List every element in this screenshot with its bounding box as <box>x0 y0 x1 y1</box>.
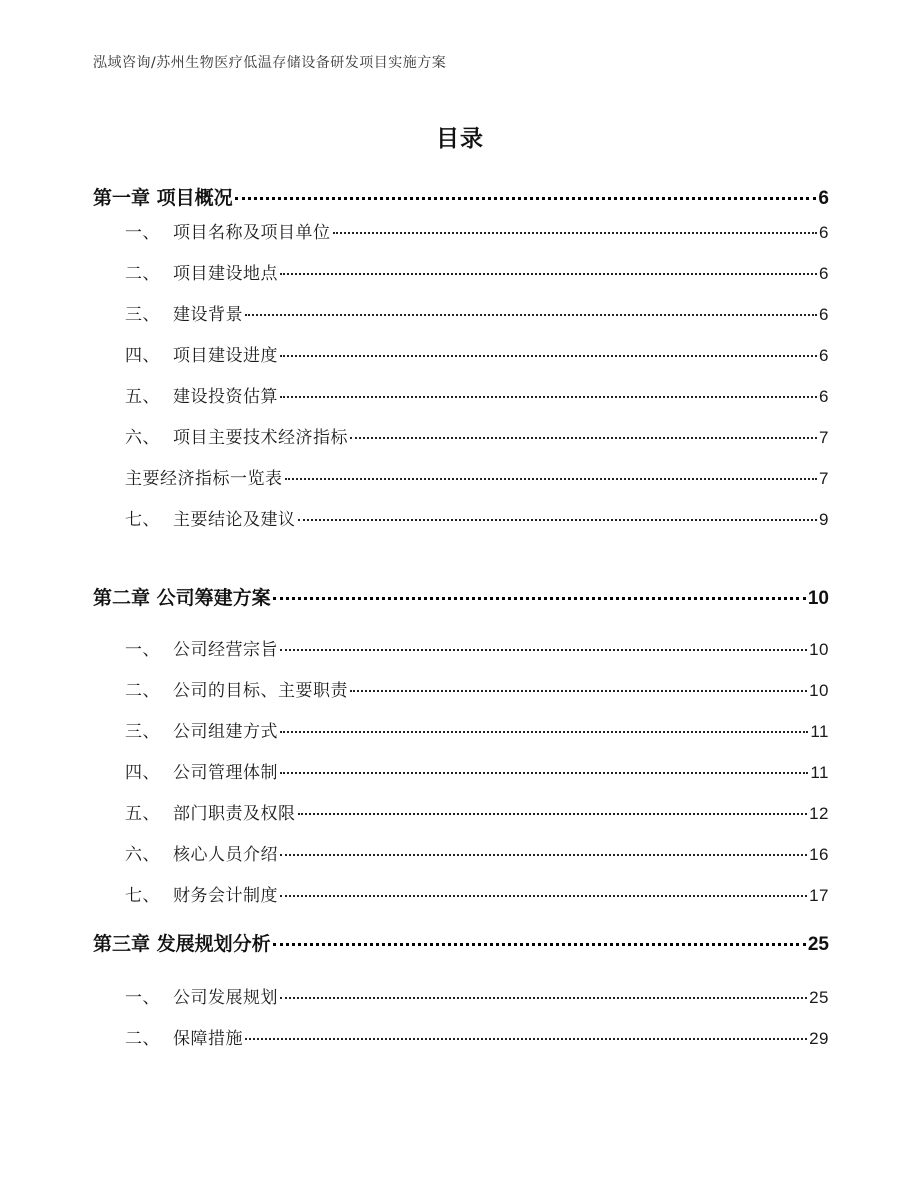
dot-leader <box>285 478 818 480</box>
toc-section-1-4[interactable] <box>125 341 829 367</box>
toc-section-number: 四、 <box>125 763 160 783</box>
toc-page-number: 6 <box>818 188 829 209</box>
toc-section-1-3[interactable] <box>125 300 829 326</box>
toc-section-2-6[interactable] <box>125 840 829 866</box>
toc-entry-title: 核心人员介绍 <box>173 845 278 865</box>
toc-page-number: 10 <box>809 640 829 659</box>
toc-section-1-1[interactable] <box>125 218 829 244</box>
dot-leader <box>333 232 818 234</box>
toc-section-number: 二、 <box>125 1029 160 1049</box>
toc-section-number: 六、 <box>125 428 160 448</box>
toc-section-number: 五、 <box>125 804 160 824</box>
toc-entry-title: 公司的目标、主要职责 <box>173 681 348 701</box>
toc-page-number: 6 <box>819 264 829 283</box>
toc-page-number: 6 <box>819 346 829 365</box>
toc-entry-title: 建设背景 <box>173 305 243 325</box>
dot-leader <box>280 997 807 999</box>
dot-leader <box>273 943 806 946</box>
toc-section-1-2[interactable] <box>125 259 829 285</box>
toc-section-number: 四、 <box>125 346 160 366</box>
toc-entry-title: 建设投资估算 <box>173 387 278 407</box>
toc-entry-title: 项目建设地点 <box>173 264 278 284</box>
dot-leader <box>298 519 818 521</box>
dot-leader <box>245 1038 807 1040</box>
toc-section-2-4[interactable] <box>125 758 829 784</box>
dot-leader <box>280 273 817 275</box>
toc-entry-title: 部门职责及权限 <box>173 804 296 824</box>
toc-section-2-5[interactable] <box>125 799 829 825</box>
toc-section-number: 七、 <box>125 886 160 906</box>
toc-entry-title: 主要经济指标一览表 <box>125 469 283 489</box>
toc-page-number: 12 <box>809 804 829 823</box>
toc-page-number: 10 <box>807 588 829 609</box>
toc-page-number: 6 <box>819 305 829 324</box>
toc-section-1-5[interactable] <box>125 382 829 408</box>
dot-leader <box>280 772 808 774</box>
toc-entry-title: 第一章 项目概况 <box>93 187 233 209</box>
toc-entry-title: 财务会计制度 <box>173 886 278 906</box>
dot-leader <box>280 396 817 398</box>
dot-leader <box>298 813 808 815</box>
toc-page-number: 16 <box>809 845 829 864</box>
toc-section-2-1[interactable] <box>125 635 829 661</box>
toc-entry-title: 公司经营宗旨 <box>173 640 278 660</box>
toc-entry-title: 主要结论及建议 <box>173 510 296 530</box>
toc-section-3-2[interactable] <box>125 1024 829 1050</box>
toc-page-number: 25 <box>807 934 829 955</box>
toc-entry-title: 项目名称及项目单位 <box>173 223 331 243</box>
dot-leader <box>273 597 806 600</box>
toc-section-number: 一、 <box>125 640 160 660</box>
toc-page-number: 11 <box>810 722 829 741</box>
toc-section-number: 六、 <box>125 845 160 865</box>
toc-section-1-6[interactable] <box>125 423 829 449</box>
toc-section-number: 二、 <box>125 264 160 284</box>
toc-page-number: 6 <box>819 387 829 406</box>
toc-entry-title: 第三章 发展规划分析 <box>93 933 271 955</box>
toc-section-number: 七、 <box>125 510 160 530</box>
dot-leader <box>280 649 807 651</box>
toc-page-number: 6 <box>819 223 829 242</box>
toc-chapter-2[interactable] <box>93 583 829 611</box>
dot-leader <box>280 895 807 897</box>
dot-leader <box>280 731 808 733</box>
dot-leader <box>280 355 817 357</box>
toc-page-number: 17 <box>809 886 829 905</box>
toc-page-number: 10 <box>809 681 829 700</box>
toc-section-number: 三、 <box>125 305 160 325</box>
toc-page-number: 7 <box>819 428 829 447</box>
toc-section-2-7[interactable] <box>125 881 829 907</box>
toc-entry-title: 第二章 公司筹建方案 <box>93 587 271 609</box>
toc-page-number: 29 <box>809 1029 829 1048</box>
toc-page-number: 25 <box>809 988 829 1007</box>
toc-page-number: 11 <box>810 763 829 782</box>
toc-section-3-1[interactable] <box>125 983 829 1009</box>
toc-section-2-3[interactable] <box>125 717 829 743</box>
toc-section-number: 一、 <box>125 988 160 1008</box>
dot-leader <box>245 314 817 316</box>
toc-section-1-7[interactable] <box>125 505 829 531</box>
toc-page-number: 9 <box>819 510 829 529</box>
toc-section-number: 二、 <box>125 681 160 701</box>
toc-entry-title: 公司管理体制 <box>173 763 278 783</box>
dot-leader <box>235 197 817 200</box>
toc-entry-title: 保障措施 <box>173 1029 243 1049</box>
running-header: 泓域咨询/苏州生物医疗低温存储设备研发项目实施方案 <box>93 55 447 71</box>
toc-entry-title: 公司组建方式 <box>173 722 278 742</box>
dot-leader <box>350 690 807 692</box>
toc-title: 目录 <box>436 126 484 152</box>
toc-entry-title: 公司发展规划 <box>173 988 278 1008</box>
toc-section-number: 一、 <box>125 223 160 243</box>
toc-section-number: 五、 <box>125 387 160 407</box>
dot-leader <box>280 854 807 856</box>
toc-section-2-2[interactable] <box>125 676 829 702</box>
toc-entry-title: 项目主要技术经济指标 <box>173 428 348 448</box>
toc-page-number: 7 <box>819 469 829 488</box>
dot-leader <box>350 437 817 439</box>
toc-entry-title: 项目建设进度 <box>173 346 278 366</box>
toc-chapter-3[interactable] <box>93 929 829 957</box>
toc-section-number: 三、 <box>125 722 160 742</box>
toc-table-entry[interactable] <box>125 464 829 490</box>
toc-chapter-1[interactable] <box>93 183 829 211</box>
